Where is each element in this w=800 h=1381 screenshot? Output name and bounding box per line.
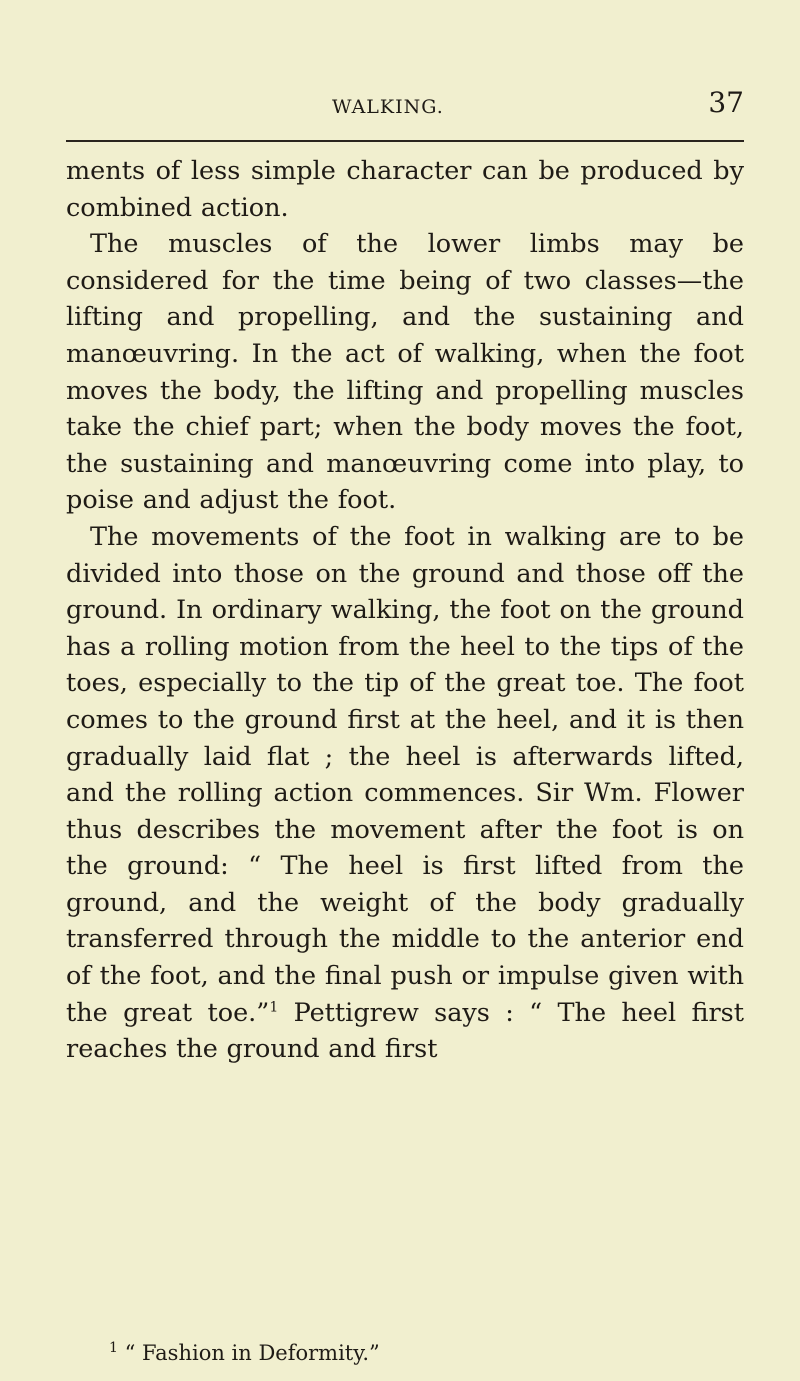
paragraph-foot-movements-tail: Pettigrew says : “ The heel first reaches the ground and first bbox=[66, 997, 744, 1065]
footnote-text: “ Fashion in Deformity.” bbox=[117, 1341, 380, 1365]
footnote-marker: 1 bbox=[109, 1340, 118, 1356]
paragraph-continuation: ments of less simple character can be produced by combined action. bbox=[66, 156, 744, 223]
paragraph-muscle-classes: The muscles of the lower limbs may be considered for the time being of two classes—the lifting and propelling, and the sustaining and manœuvring. In the act of walking, when the foot moves the body, the lifting and propelling muscles take the chief part; when the body moves the foot, the sustaining and manœuvring come into play, to poise and adjust the foot. bbox=[66, 229, 744, 516]
page-number: 37 bbox=[708, 86, 744, 119]
body-text bbox=[66, 153, 744, 1068]
running-head: WALKING. bbox=[332, 96, 444, 118]
footnote bbox=[109, 1341, 380, 1365]
page-header bbox=[66, 88, 744, 142]
paragraph-foot-movements-main: The movements of the foot in walking are to be divided into those on the ground and those off the ground. In ordinary walking, the foot on the ground has a rolling motion from the heel to the tips of the toes, especially to the tip of the great toe. The foot comes to the ground first at the heel, and it is then gradually laid flat ; the heel is afterwards lifted, and the rolling action commences. Sir Wm. Flower thus describes the movement after the foot is on the ground: “ The heel is first lifted from the ground, and the weight of the body gradually transferred through the middle to the anterior end of the foot, and the final push or impulse given with the great toe.” bbox=[66, 521, 744, 1028]
footnote-reference: 1 bbox=[269, 999, 279, 1016]
paragraph-foot-movements bbox=[66, 519, 744, 1068]
